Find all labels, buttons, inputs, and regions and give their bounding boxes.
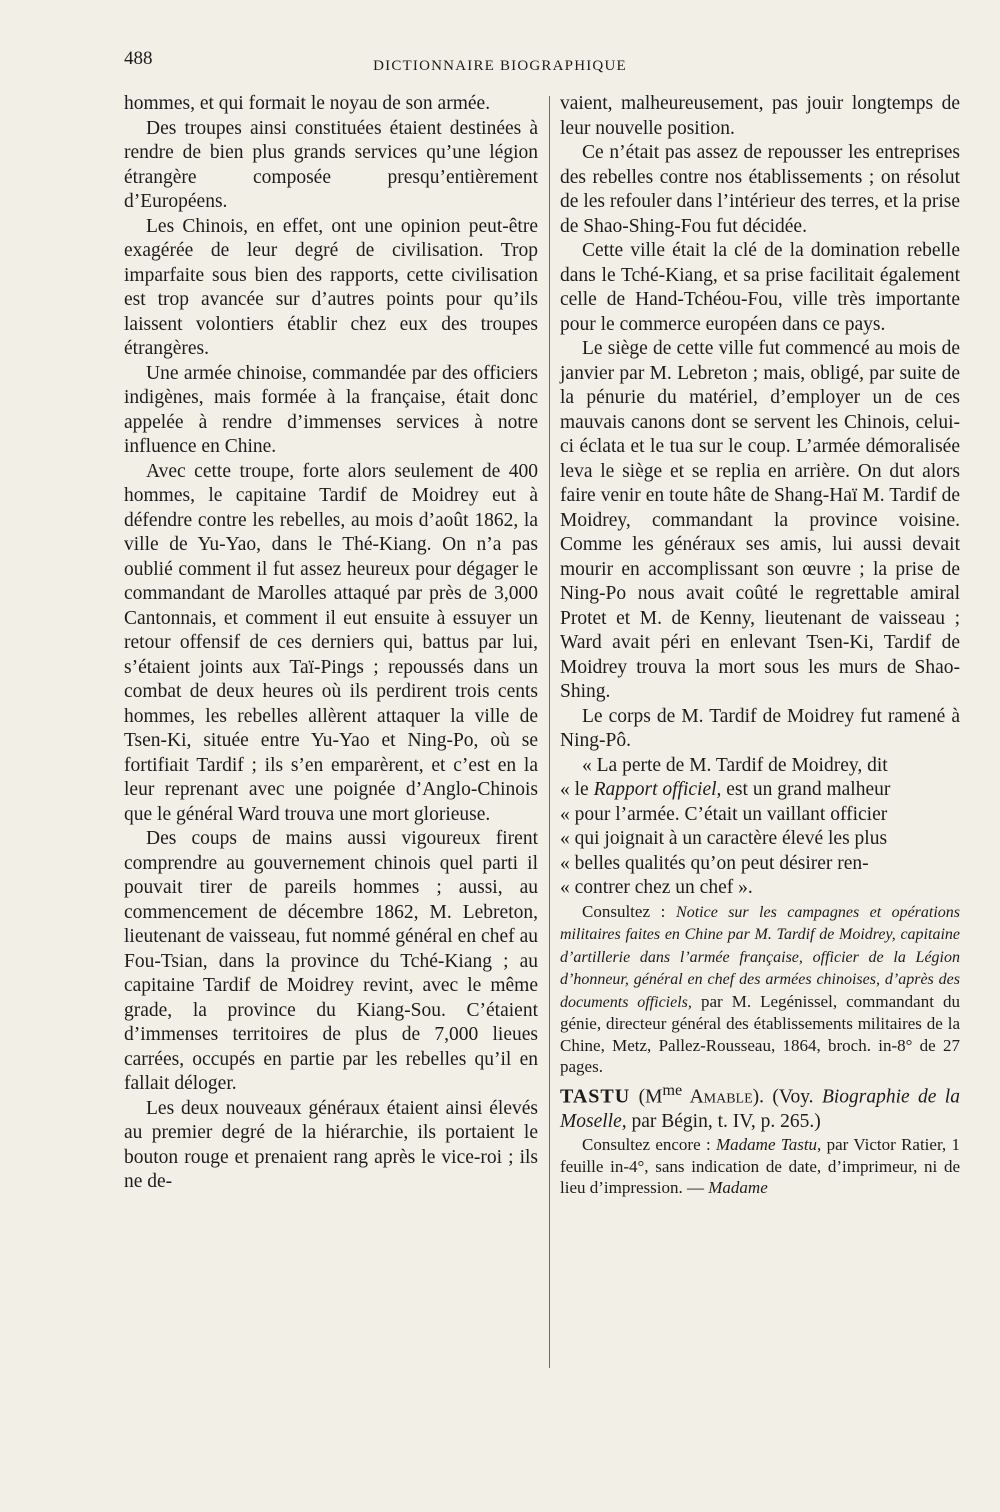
paragraph: Les Chinois, en effet, ont une opinion peut-être exagérée de leur degré de civilisation. Trop imparfaite sous bien des rapports, cette civilisation est trop avancée sur d’autres points pour qu’ils laissent volontiers établir chez eux des troupes étrangères. [124, 215, 538, 359]
paragraph: Ce n’était pas assez de repousser les entreprises des rebelles contre nos établissements ; on résolut de les refouler dans l’intérieur des terres, et la prise de Shao-Shing-Fou fut décidée. [560, 142, 960, 237]
entry-reference: Biographie de la Moselle, [560, 1086, 960, 1132]
quote-text: « le [560, 779, 594, 800]
column-rule [549, 96, 550, 1368]
paragraph: Le siège de cette ville fut commencé au mois de janvier par M. Lebreton ; mais, obligé, par suite de la pénurie du matériel, d’employer un de ces mauvais canons dont se servent les Chinois, celui-ci éclata et le tua sur le coup. L’armée démoralisée leva le siège et se replia en arrière. On dut alors faire venir en toute hâte de Shang-Haï M. Tardif de Moidrey, commandant la province voisine. Comme les généraux ses amis, lui aussi devait mourir en accomplissant son œuvre ; la prise de Ning-Po nous avait coûté le regrettable amiral Protet et M. de Kenny, lieutenant de vaisseau ; Ward avait péri en enlevant Tsen-Ki, Tardif de Moidrey trouva la mort sous les murs de Shao-Shing. [560, 338, 960, 702]
paragraph: Le corps de M. Tardif de Moidrey fut ramené à Ning-Pô. [560, 705, 960, 751]
paragraph: Une armée chinoise, commandée par des officiers indigènes, mais formée à la française, était donc appelée à rendre d’immenses services à notre influence en Chine. [124, 362, 538, 457]
consult-rest: par Victor Ratier, 1 feuille in-4°, sans indication de date, d’imprimeur, ni de lieu d’impression. — [560, 1135, 961, 1197]
right-column [560, 92, 960, 1199]
bibliography-note [560, 1134, 960, 1199]
consult-title: Notice sur les campagnes et opérations militaires faites en Chine par M. Tardif de Moidrey, capitaine d’artillerie dans l’armée française, officier de la Légion d’honneur, général en chef des armées chinoises, d’après des documents officiels, [560, 903, 961, 1011]
consult-rest: par M. Legénissel, commandant du génie, directeur général des établissements militaires de la Chine, Metz, Pallez-Rousseau, 1864, broch. in-8° de 27 pages. [560, 991, 960, 1076]
quote-text: est un grand malheur [721, 779, 891, 800]
paragraph: Les deux nouveaux généraux étaient ainsi élevés au premier degré de la hiérarchie, ils portaient le bouton rouge et prenaient rang après le vice-roi ; ils ne de- [124, 1097, 538, 1192]
paragraph: vaient, malheureusement, pas jouir longtemps de leur nouvelle position. [560, 93, 960, 139]
quote-line [560, 778, 960, 803]
entry-given-name: Amable [682, 1086, 753, 1107]
entry-text: ). (Voy. [752, 1086, 822, 1107]
quote-line: « belles qualités qu’on peut désirer ren- [560, 852, 869, 874]
left-column [124, 92, 538, 1195]
consult-title: Madame Tastu, [716, 1135, 822, 1154]
quote-line: « qui joignait à un caractère élevé les plus [560, 828, 888, 849]
paragraph: hommes, et qui formait le noyau de son armée. [124, 93, 491, 114]
bibliography-note [560, 901, 960, 1078]
paragraph: Cette ville était la clé de la domination rebelle dans le Tché-Kiang, et sa prise facilitait également celle de Hand-Tchéou-Fou, ville très importante pour le commerce européen dans ce pays. [560, 240, 960, 335]
dictionary-entry [560, 1078, 960, 1135]
entry-headword: TASTU [560, 1085, 631, 1107]
paragraph: Des troupes ainsi constituées étaient destinées à rendre de bien plus grands services qu’une légion étrangère composée presqu’entièrement d’Européens. [124, 117, 538, 212]
quote-line: « contrer chez un chef ». [560, 877, 753, 898]
consult-tail: Madame [708, 1178, 768, 1197]
consult-lead: Consultez encore : [582, 1135, 716, 1154]
quotation [560, 754, 960, 901]
quote-line: « pour l’armée. C’était un vaillant officier [560, 803, 888, 825]
quote-line: « La perte de M. Tardif de Moidrey, dit [582, 754, 888, 776]
consult-lead: Consultez : [582, 901, 677, 921]
paragraph: Avec cette troupe, forte alors seulement de 400 hommes, le capitaine Tardif de Moidrey eut à défendre contre les rebelles, au mois d’août 1862, la ville de Yu-Yao, dans le Thé-Kiang. On n’a pas oublié comment il fut assez heureux pour dégager le commandant de Marolles attaqué par près de 3,000 Cantonnais, et comment il eut ensuite à essuyer un retour offensif de ces derniers qui, battus par lui, s’étaient joints aux Taï-Pings ; repoussés dans un combat de deux heures où ils perdirent trois cents hommes, les rebelles allèrent attaquer la ville de Tsen-Ki, située entre Yu-Yao et Ning-Po, où se fortifiait Tardif ; ils s’en emparèrent, et c’est en la leur reprenant avec une poignée d’Anglo-Chinois que le général Ward trouva une mort glorieuse. [124, 460, 538, 825]
paragraph: Des coups de mains aussi vigoureux firent comprendre au gouvernement chinois quel parti il pouvait tirer de pareils hommes ; aussi, au commencement de décembre 1862, M. Lebreton, lieutenant de vaisseau, fut nommé général en chef au Fou-Tsian, dans la province du Tché-Kiang ; au capitaine Tardif de Moidrey revint, avec le même grade, la province du Kiang-Sou. C’étaient d’immenses territoires de plus de 7,000 lieues carrées, occupés en partie par les rebelles qu’il en fallait déloger. [124, 828, 538, 1094]
entry-text: (M [630, 1086, 663, 1107]
running-title: DICTIONNAIRE BIOGRAPHIQUE [373, 58, 627, 74]
entry-superscript: me [662, 1080, 683, 1099]
page-number: 488 [124, 48, 153, 69]
entry-text: par Bégin, t. IV, p. 265.) [626, 1110, 821, 1132]
quote-emphasis: Rapport officiel, [593, 779, 722, 800]
